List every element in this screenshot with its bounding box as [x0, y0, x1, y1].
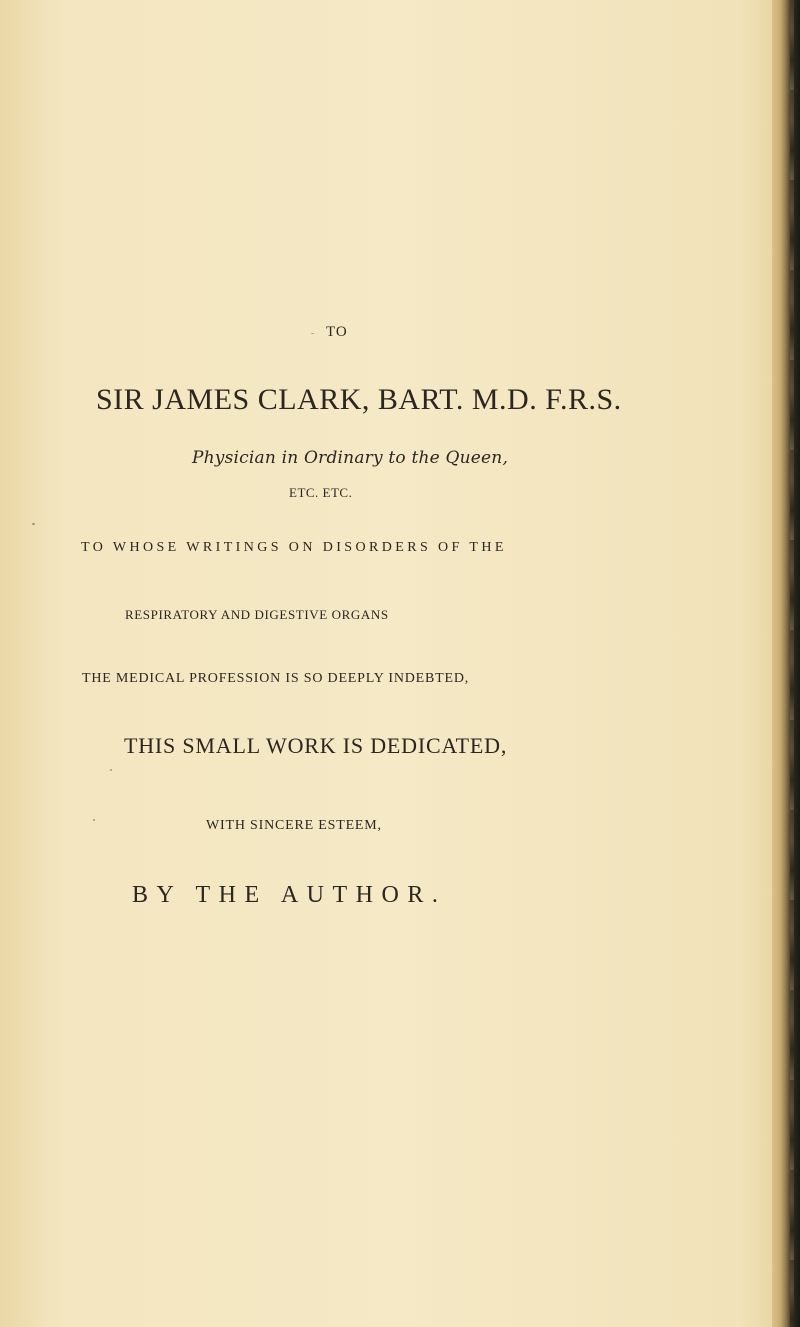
paper-speck — [32, 523, 35, 525]
dedication-to: TO — [326, 324, 348, 340]
dedicatee-title: Physician in Ordinary to the Queen, — [192, 448, 509, 468]
organs-line: RESPIRATORY AND DIGESTIVE ORGANS — [125, 607, 389, 622]
writings-line: TO WHOSE WRITINGS ON DISORDERS OF THE — [81, 540, 507, 555]
profession-line: THE MEDICAL PROFESSION IS SO DEEPLY INDEBTED, — [82, 671, 470, 686]
esteem-line: WITH SINCERE ESTEEM, — [206, 818, 382, 833]
etc-line: ETC. ETC. — [289, 485, 353, 500]
dedicatee-name: SIR JAMES CLARK, BART. M.D. F.R.S. — [96, 383, 622, 416]
book-spine — [772, 0, 800, 1327]
paper-speck — [110, 769, 112, 771]
dedicated-line: THIS SMALL WORK IS DEDICATED, — [124, 733, 508, 758]
paper-speck — [311, 333, 314, 334]
author-signature: BY THE AUTHOR. — [132, 882, 447, 908]
paper-speck — [93, 819, 95, 821]
spine-edge — [790, 0, 794, 1327]
